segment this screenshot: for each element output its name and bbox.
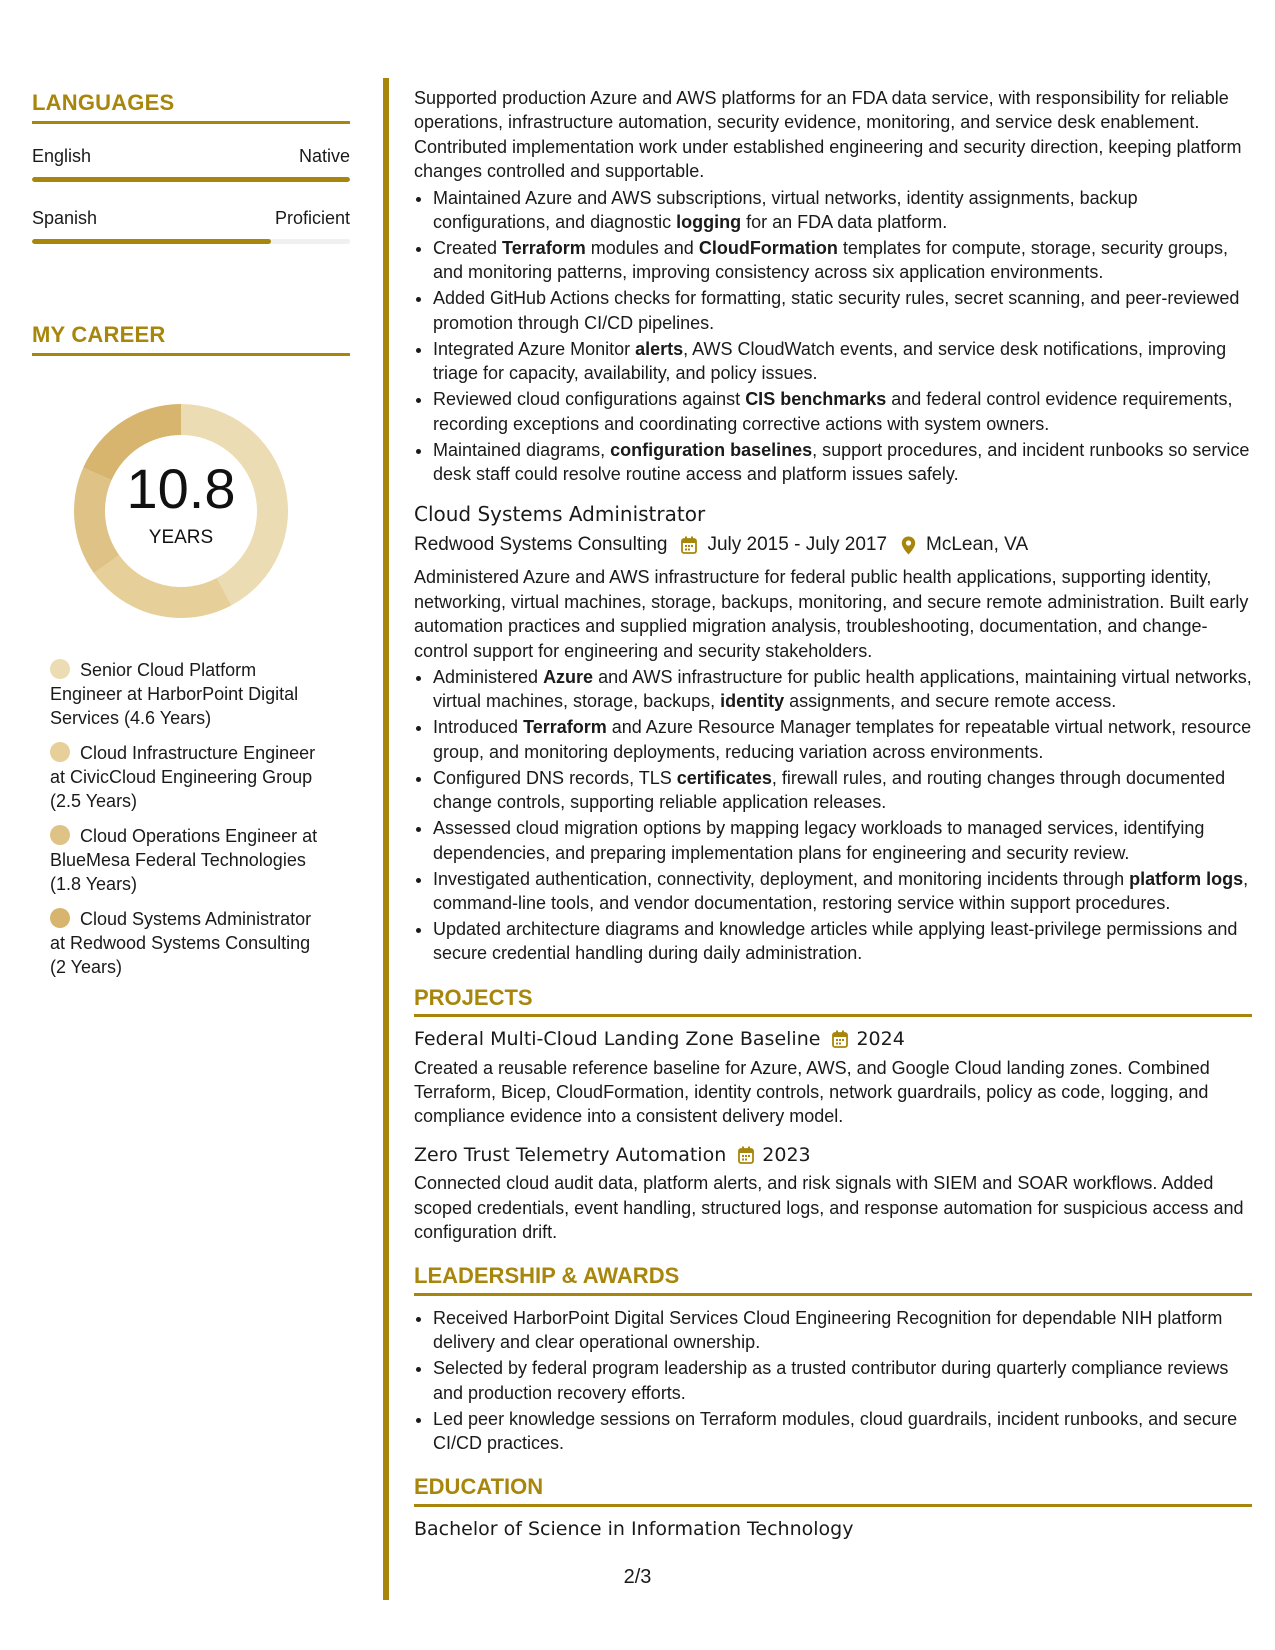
project-year: 2024: [856, 1028, 905, 1051]
legend-label: Senior Cloud Platform Engineer at HarborPoint Digital Services (4.6 Years): [50, 660, 299, 728]
language-spanish: [32, 208, 350, 244]
bullet-item: • Configured DNS records, TLS certificates, firewall rules, and routing changes through documented change controls, supporting reliable application releases.: [433, 766, 1252, 815]
language-name: English: [32, 146, 92, 166]
project-description: Connected cloud audit data, platform alerts, and risk signals with SIEM and SOAR workflows. Added scoped credentials, event handling, structured logs, and response automation for suspicious access and configuration drift.: [414, 1173, 1244, 1242]
bullet-item: • Received HarborPoint Digital Services Cloud Engineering Recognition for dependable NIH platform delivery and clear operational ownership.: [433, 1306, 1252, 1355]
left-column: [32, 90, 350, 990]
career-legend: [32, 658, 350, 979]
career-total-years: 10.8: [126, 457, 236, 520]
legend-label: Cloud Infrastructure Engineer at CivicCloud Engineering Group (2.5 Years): [50, 743, 316, 811]
leadership-list: [414, 1306, 1252, 1456]
education-heading: EDUCATION: [414, 1475, 1252, 1506]
legend-dot: [50, 659, 70, 679]
bullet-item: • Maintained diagrams, configuration baselines, support procedures, and incident runbooks so service desk staff could resolve routine access and platform issues safely.: [433, 438, 1252, 487]
bullet-item: • Integrated Azure Monitor alerts, AWS CloudWatch events, and service desk notifications, improving triage for capacity, availability, and policy issues.: [433, 337, 1252, 386]
language-english: [32, 146, 350, 182]
job-summary: Administered Azure and AWS infrastructure for federal public health applications, supporting identity, networking, virtual machines, storage, backups, monitoring, and secure remote administration. Built early automation practices and supplied migration analysis, troubleshooting, documentation, and change-control support for engineering and security stakeholders.: [414, 567, 1249, 661]
language-level: Native: [298, 146, 350, 166]
language-level-bar: [32, 239, 350, 244]
project-name: Zero Trust Telemetry Automation: [414, 1143, 727, 1166]
career-years-unit: YEARS: [148, 527, 214, 548]
right-column: [414, 86, 1252, 1541]
career-heading: MY CAREER: [32, 322, 350, 356]
job-meta: [414, 533, 1252, 557]
bullet-item: • Assessed cloud migration options by mapping legacy workloads to managed services, identifying dependencies, and preparing implementation plans for engineering and security review.: [433, 816, 1252, 865]
legend-dot: [50, 742, 70, 762]
bullet-item: • Updated architecture diagrams and knowledge articles while applying least-privilege permissions and secure credential handling during daily administration.: [433, 917, 1252, 966]
bullet-item: • Investigated authentication, connectivity, deployment, and monitoring incidents through platform logs, command-line tools, and vendor documentation, restoring service within support procedures.: [433, 867, 1252, 916]
bullet-item: • Added GitHub Actions checks for formatting, static security rules, secret scanning, and peer-reviewed promotion through CI/CD pipelines.: [433, 286, 1252, 335]
language-level-bar: [32, 177, 350, 182]
career-legend-item: [50, 824, 320, 896]
leadership-heading: LEADERSHIP & AWARDS: [414, 1264, 1252, 1295]
calendar-icon: [681, 536, 697, 554]
language-level-fill: [32, 239, 271, 244]
career-legend-item: [50, 741, 320, 813]
calendar-icon: [738, 1146, 754, 1164]
project-description: Created a reusable reference baseline for Azure, AWS, and Google Cloud landing zones. Combined Terraform, Bicep, CloudFormation, identity controls, network guardrails, policy as code, logging, and compliance evidence into a consistent delivery model.: [414, 1057, 1210, 1127]
location-pin-icon: [901, 536, 916, 555]
page-number: 2/3: [623, 1566, 652, 1588]
project-year: 2023: [762, 1143, 811, 1166]
donut-segment-2: [94, 555, 231, 618]
languages-heading: LANGUAGES: [32, 90, 350, 124]
column-divider: [383, 78, 389, 1600]
career-legend-item: [50, 907, 320, 979]
project-item: [414, 1143, 1252, 1245]
legend-label: Cloud Systems Administrator at Redwood Systems Consulting (2 Years): [50, 909, 312, 977]
project-name: Federal Multi-Cloud Landing Zone Baseline: [414, 1028, 821, 1051]
job-title: Cloud Systems Administrator: [414, 502, 706, 527]
language-level: Proficient: [274, 208, 350, 228]
legend-label: Cloud Operations Engineer at BlueMesa Federal Technologies (1.8 Years): [50, 826, 318, 894]
legend-dot: [50, 825, 70, 845]
job-bullets: [414, 665, 1252, 966]
bullet-item: • Maintained Azure and AWS subscriptions, virtual networks, identity assignments, backup configurations, and diagnostic logging for an FDA data platform.: [433, 186, 1252, 235]
bullet-item: • Introduced Terraform and Azure Resource Manager templates for repeatable virtual network, resource group, and monitoring deployments, reducing variation across environments.: [433, 715, 1252, 764]
language-name: Spanish: [32, 208, 98, 228]
career-legend-item: [50, 658, 320, 730]
company-name: Redwood Systems Consulting: [414, 533, 668, 555]
job-bullets: [414, 186, 1252, 487]
legend-dot: [50, 908, 70, 928]
bullet-item: • Administered Azure and AWS infrastructure for public health applications, maintaining virtual networks, virtual machines, storage, backups, identity assignments, and secure remote access.: [433, 665, 1252, 714]
calendar-icon: [832, 1030, 848, 1048]
bullet-item: • Created Terraform modules and CloudFormation templates for compute, storage, security groups, and monitoring patterns, improving consistency across six application environments.: [433, 236, 1252, 285]
bullet-item: • Reviewed cloud configurations against CIS benchmarks and federal control evidence requirements, recording exceptions and coordinating corrective actions with system owners.: [433, 387, 1252, 436]
project-item: [414, 1027, 1252, 1129]
degree-title: Bachelor of Science in Information Technology: [414, 1517, 854, 1540]
bullet-item: • Selected by federal program leadership as a trusted contributor during quarterly compliance reviews and production recovery efforts.: [433, 1356, 1252, 1405]
job-dates: July 2015 - July 2017: [707, 533, 888, 555]
career-donut-chart: [66, 396, 296, 626]
job-summary: Supported production Azure and AWS platforms for an FDA data service, with responsibility for reliable operations, infrastructure automation, security evidence, monitoring, and service desk enablement. Contributed implementation work under established engineering and security direction, keeping platform changes controlled and supportable.: [414, 88, 1242, 182]
job-location: McLean, VA: [926, 533, 1029, 555]
bullet-item: • Led peer knowledge sessions on Terraform modules, cloud guardrails, incident runbooks, and secure CI/CD practices.: [433, 1407, 1252, 1456]
language-level-fill: [32, 177, 350, 182]
projects-heading: PROJECTS: [414, 986, 1252, 1017]
